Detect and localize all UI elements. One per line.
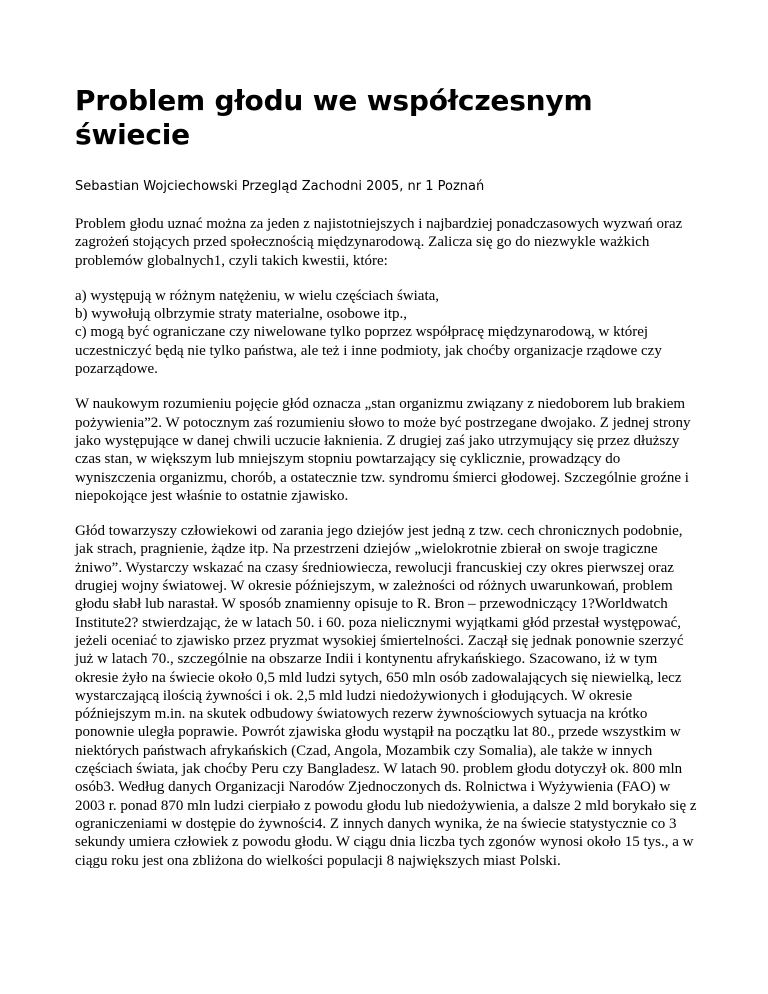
definition-paragraph: W naukowym rozumieniu pojęcie głód oznacza „stan organizmu związany z niedoborem lub brakiem pożywienia”2. W potocznym zaś rozumieniu słowo to może być postrzegane dwojako. Z jednej strony jako występujące w danej chwili uczucie łaknienia. Z drugiej zaś jako utrzymujący się przez dłuższy czas stan, w większym lub mniejszym stopniu powtarzający się cyklicznie, prowadzący do wyniszczenia organizmu, chorób, a ostatecznie tzw. syndromu śmierci głodowej. Szczególnie groźne i niepokojące jest właśnie to ostatnie zjawisko. bbox=[75, 396, 691, 504]
list-item: c) mogą być ograniczane czy niwelowane tylko poprzez współpracę międzynarodową, w której uczestniczyć będą nie tylko państwa, ale też i inne podmioty, jak choćby organizacje rządowe czy pozarządowe. bbox=[75, 324, 662, 378]
intro-paragraph: Problem głodu uznać można za jeden z najistotniejszych i najbardziej ponadczasowych wyzwań oraz zagrożeń stojących przed społecznością międzynarodową. Zalicza się go do niezwykle ważkich problemów globalnych1, czyli takich kwestii, które: bbox=[75, 216, 683, 269]
history-paragraph: Głód towarzyszy człowiekowi od zarania jego dziejów jest jedną z tzw. cech chronicznych podobnie, jak strach, pragnienie, żądze itp. Na przestrzeni dziejów „wielokrotnie zbierał on swoje tragiczne żniwo”. Wystarczy wskazać na czasy średniowiecza, rewolucji francuskiej czy okres pierwszej oraz drugiej wojny światowej. W okresie późniejszym, w zależności od różnych uwarunkowań, problem głodu słabł lub narastał. W sposób znamienny opisuje to R. Bron – przewodniczący 1?Worldwatch Institute2? stwierdzając, że w latach 50. i 60. poza nielicznymi wyjątkami głód przestał występować, jeżeli oceniać to zjawisko przez pryzmat wysokiej śmiertelności. Zaczął się jednak ponownie szerzyć już w latach 70., szczególnie na obszarze Indii i kontynentu afrykańskiego. Szacowano, iż w tym okresie żyło na świecie około 0,5 mld ludzi sytych, 650 mln osób zadowalających się niewielką, lecz wystarczającą ilością żywności i ok. 2,5 mld ludzi niedożywionych i głodujących. W okresie późniejszym m.in. na skutek odbudowy światowych rezerw żywnościowych sytuacja na krótko ponownie uległa poprawie. Powrót zjawiska głodu wystąpił na początku lat 80., przede wszystkim w niektórych państwach afrykańskich (Czad, Angola, Mozambik czy Somalia), ale także w innych częściach świata, jak choćby Peru czy Bangladesz. W latach 90. problem głodu dotyczył ok. 800 mln osób3. Według danych Organizacji Narodów Zjednoczonych ds. Rolnictwa i Wyżywienia (FAO) w 2003 r. ponad 870 mln ludzi cierpiało z powodu głodu lub niedożywienia, a dalsze 2 mld borykało się z ograniczeniami w dostępie do żywności4. Z innych danych wynika, że na świecie statystycznie co 3 sekundy umiera człowiek z powodu głodu. W ciągu dnia liczba tych zgonów wynosi około 15 tys., a w ciągu roku jest ona zbliżona do wielkości populacji 8 największych miast Polski. bbox=[75, 523, 697, 869]
page-title: Problem głodu we współczesnym świecie bbox=[75, 84, 593, 151]
criteria-list bbox=[75, 287, 700, 378]
article-byline: Sebastian Wojciechowski Przegląd Zachodni 2005, nr 1 Poznań bbox=[75, 179, 485, 194]
list-item: b) wywołują olbrzymie straty materialne, osobowe itp., bbox=[75, 306, 407, 323]
document-page bbox=[75, 84, 700, 887]
list-item: a) występują w różnym natężeniu, w wielu częściach świata, bbox=[75, 287, 440, 304]
